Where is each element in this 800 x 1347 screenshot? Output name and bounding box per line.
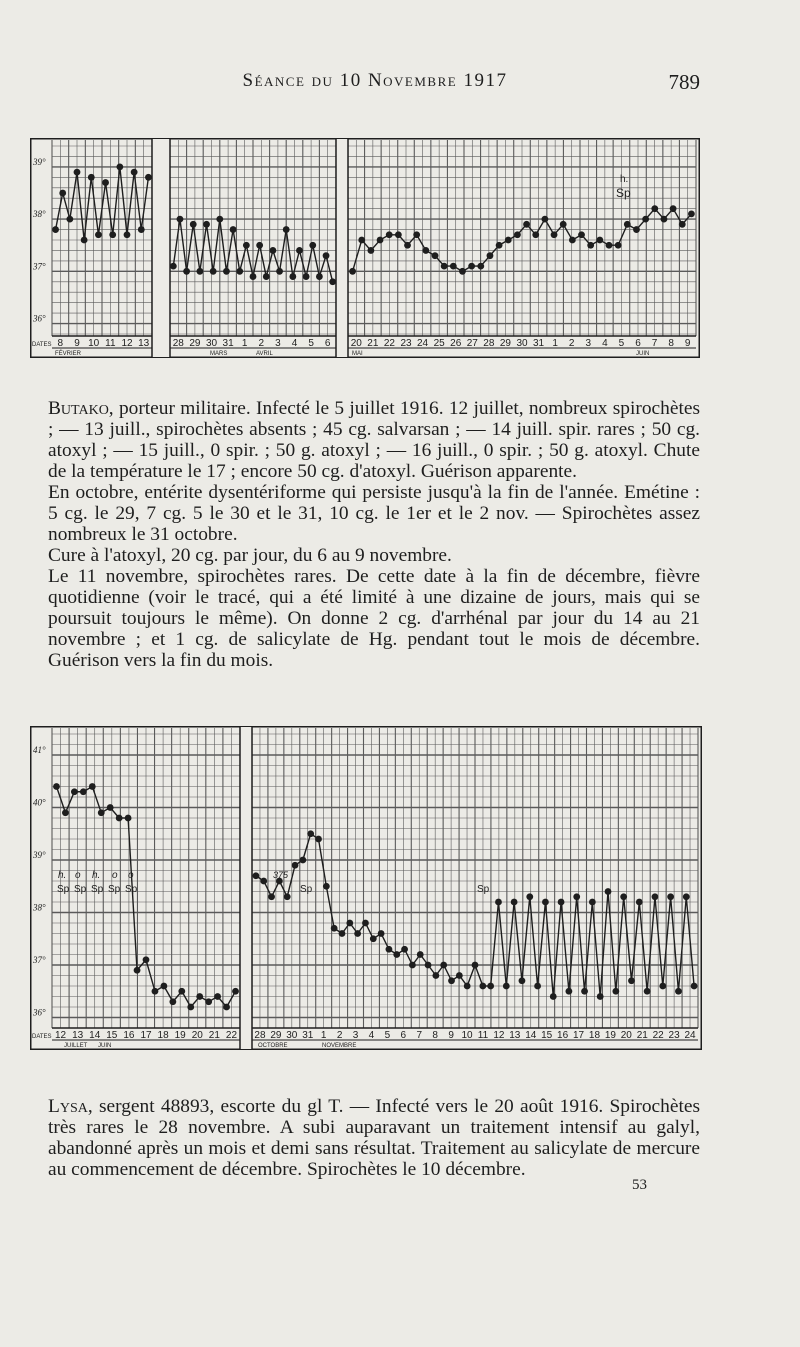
temperature-point [612, 988, 619, 995]
temperature-point [386, 231, 393, 238]
day-tick-label: 8 [432, 1030, 438, 1041]
temperature-point [661, 216, 668, 223]
temperature-point [401, 946, 408, 953]
temperature-point [138, 226, 145, 233]
day-tick-label: 6 [635, 338, 641, 349]
chart-annotation: Sp [300, 884, 313, 895]
temperature-point [362, 920, 369, 927]
paragraph-4: Le 11 novembre, spirochètes rares. De cette date à la fin de décembre, fièvre quotidienne (voir le tracé, qui a été limité à une dizaine de jours, mais qui se poursuit toujours le même). On donne 2 cg. d'arrhénal par jour du 14 au 21 novembre ; et 1 cg. de salicylate de Hg. pendant tout le mois de décembre. Guérison vers la fin du mois. [48, 566, 700, 671]
temperature-point [230, 226, 237, 233]
chart-annotation: Sp [477, 884, 490, 895]
chart-annotation: o [128, 870, 134, 881]
temperature-point [395, 231, 402, 238]
temperature-point [670, 205, 677, 212]
day-tick-label: 9 [684, 338, 691, 349]
temperature-point [116, 163, 123, 170]
chart-annotation: Sp [74, 884, 87, 895]
patient-name-butako: Butako, [48, 398, 114, 419]
day-tick-label: 18 [157, 1030, 169, 1041]
temperature-point [307, 830, 314, 837]
day-tick-label: 6 [324, 338, 331, 349]
day-tick-label: 8 [57, 338, 64, 349]
temperature-point [587, 242, 594, 249]
temperature-point [299, 857, 306, 864]
paragraph-3: Cure à l'atoxyl, 20 cg. par jour, du 6 au 9 novembre. [48, 545, 452, 566]
day-tick-label: 23 [400, 338, 412, 349]
day-tick-label: 16 [557, 1030, 569, 1041]
temperature-point [354, 930, 361, 937]
temperature-point [53, 783, 60, 790]
chart-annotation: Sp [108, 884, 121, 895]
chart-annotation: h. [92, 870, 101, 881]
y-tick-label: 36° [33, 313, 46, 324]
chart-annotation: o [75, 870, 81, 881]
day-tick-label: 6 [400, 1030, 407, 1041]
temperature-point [183, 268, 190, 275]
day-tick-label: 14 [525, 1030, 537, 1041]
panel-gap [240, 727, 252, 1049]
day-tick-label: 1 [320, 1030, 327, 1041]
y-tick-label: 38° [33, 209, 46, 220]
temperature-point [425, 962, 432, 969]
temperature-chart-lysa [30, 726, 702, 1050]
day-tick-label: 19 [174, 1030, 186, 1041]
temperature-point [256, 242, 263, 249]
day-tick-label: 21 [367, 338, 379, 349]
temperature-point [145, 174, 152, 181]
day-tick-label: 13 [72, 1030, 84, 1041]
day-tick-label: 28 [172, 338, 184, 349]
chart-svg [30, 726, 702, 1050]
day-tick-label: 1 [552, 338, 558, 349]
temperature-point [223, 268, 230, 275]
paragraph-2: En octobre, entérite dysentériforme qui persiste jusqu'à la fin de l'année. Emétine : 5 cg. le 29, 7 cg. 5 le 30 et le 31, 10 cg. le 1er et le 2 nov. — Spirochètes assez nombreux le 31 octobre. [48, 482, 700, 545]
temperature-point [487, 983, 494, 990]
temperature-point [393, 951, 400, 958]
day-tick-label: 30 [286, 1030, 298, 1041]
temperature-point [589, 899, 596, 906]
temperature-point [550, 993, 557, 1000]
day-tick-label: 28 [254, 1030, 266, 1041]
day-tick-label: 12 [493, 1030, 505, 1041]
day-tick-label: 4 [368, 1030, 375, 1041]
page-header [50, 70, 700, 100]
temperature-point [62, 809, 69, 816]
temperature-point [107, 804, 114, 811]
month-label: AVRIL [256, 351, 273, 357]
temperature-point [578, 231, 585, 238]
chart-annotation: Sp [125, 884, 138, 895]
month-label: OCTOBRE [258, 1043, 288, 1049]
temperature-point [289, 273, 296, 280]
temperature-point [296, 247, 303, 254]
chart-annotation: h. [620, 174, 629, 185]
day-tick-label: 30 [205, 338, 218, 349]
temperature-point [66, 216, 73, 223]
panel-gap [152, 139, 170, 357]
chart-annotation: Sp [91, 884, 104, 895]
temperature-point [125, 815, 132, 822]
day-tick-label: 31 [533, 338, 545, 349]
day-tick-label: 3 [585, 338, 592, 349]
day-tick-label: 31 [302, 1030, 314, 1041]
temperature-point [377, 237, 384, 244]
y-tick-label: 41° [33, 745, 46, 755]
chart-panel [348, 140, 696, 357]
temperature-point [565, 988, 572, 995]
page-number: 789 [668, 70, 700, 94]
temperature-point [526, 893, 533, 900]
temperature-point [116, 815, 123, 822]
temperature-point [615, 242, 622, 249]
temperature-point [558, 899, 565, 906]
dates-row-label: DATES [32, 342, 52, 348]
month-label: JUILLET [64, 1043, 88, 1049]
chart-panel [170, 140, 336, 357]
temperature-point [134, 967, 141, 974]
temperature-point [573, 893, 580, 900]
day-tick-label: 28 [483, 338, 495, 349]
month-label: MARS [210, 351, 228, 357]
temperature-point [253, 872, 260, 879]
temperature-point [169, 998, 176, 1005]
temperature-point [422, 247, 429, 254]
day-tick-label: 5 [308, 338, 314, 349]
day-tick-label: 16 [123, 1030, 135, 1041]
day-tick-label: 3 [352, 1030, 359, 1041]
day-tick-label: 11 [477, 1030, 489, 1041]
temperature-point [441, 263, 448, 270]
temperature-point [542, 899, 549, 906]
temperature-point [459, 268, 466, 275]
temperature-chart-butako [30, 138, 700, 358]
day-tick-label: 7 [651, 338, 658, 349]
temperature-point [109, 231, 116, 238]
month-label: NOVEMBRE [322, 1043, 357, 1049]
temperature-point [675, 988, 682, 995]
temperature-point [331, 925, 338, 932]
temperature-point [196, 993, 203, 1000]
temperature-point [496, 242, 503, 249]
day-tick-label: 20 [191, 1030, 203, 1041]
month-label: FÉVRIER [55, 351, 82, 357]
temperature-point [210, 268, 217, 275]
temperature-point [358, 237, 365, 244]
paragraph-1 [48, 398, 700, 482]
temperature-point [323, 883, 330, 890]
temperature-point [413, 231, 420, 238]
day-tick-label: 8 [668, 338, 674, 349]
day-tick-label: 25 [433, 338, 445, 349]
day-tick-label: 3 [275, 338, 281, 349]
temperature-point [71, 788, 78, 795]
temperature-point [124, 231, 131, 238]
chart-annotation: o [112, 870, 118, 881]
temperature-point [216, 216, 223, 223]
paragraph-5-body: sergent 48893, escorte du gl T. — Infecté vers le 20 août 1916. Spirochètes très rares le 28 novembre. A subi auparavant un traitement intensif au galyl, abandonné après un mois et demi sans résultat. Traitement au salicylate de mercure au commencement de décembre. Spirochètes le 10 décembre. [48, 1096, 700, 1180]
temperature-point [651, 205, 658, 212]
case-butako-text [48, 398, 700, 671]
temperature-point [417, 951, 424, 958]
day-tick-label: 4 [602, 338, 608, 349]
temperature-point [468, 263, 475, 270]
day-tick-label: 24 [684, 1030, 696, 1041]
temperature-point [349, 268, 356, 275]
day-tick-label: 24 [417, 338, 429, 349]
temperature-point [236, 268, 243, 275]
temperature-point [560, 221, 567, 228]
chart-panel [52, 140, 152, 357]
chart-annotation: 375 [273, 870, 289, 880]
temperature-point [450, 263, 457, 270]
temperature-point [667, 893, 674, 900]
temperature-point [276, 268, 283, 275]
temperature-point [519, 977, 526, 984]
day-tick-label: 5 [618, 338, 625, 349]
day-tick-label: 4 [291, 338, 298, 349]
temperature-point [404, 242, 411, 249]
temperature-point [479, 983, 486, 990]
temperature-point [456, 972, 463, 979]
day-tick-label: 10 [88, 338, 100, 349]
temperature-point [409, 962, 416, 969]
month-label: JUIN [98, 1043, 112, 1049]
chart-annotation: Sp [616, 186, 631, 200]
temperature-point [339, 930, 346, 937]
temperature-point [581, 988, 588, 995]
chart-panel [52, 728, 240, 1049]
temperature-point [534, 983, 541, 990]
day-tick-label: 23 [668, 1030, 680, 1041]
day-tick-label: 2 [258, 338, 265, 349]
temperature-point [196, 268, 203, 275]
temperature-point [223, 1004, 230, 1011]
temperature-point [606, 242, 613, 249]
temperature-point [636, 899, 643, 906]
temperature-point [541, 216, 548, 223]
day-tick-label: 14 [89, 1030, 101, 1041]
temperature-point [232, 988, 239, 995]
temperature-point [652, 893, 659, 900]
day-tick-label: 5 [384, 1030, 391, 1041]
temperature-point [523, 221, 530, 228]
temperature-point [386, 946, 393, 953]
temperature-point [243, 242, 250, 249]
temperature-point [303, 273, 310, 280]
temperature-point [323, 252, 330, 259]
temperature-point [88, 174, 95, 181]
day-tick-label: 19 [604, 1030, 616, 1041]
day-tick-label: 13 [509, 1030, 521, 1041]
chart-svg [30, 138, 700, 358]
y-tick-label: 40° [33, 797, 46, 808]
temperature-point [263, 273, 270, 280]
temperature-point [597, 993, 604, 1000]
temperature-point [683, 893, 690, 900]
case-lysa-text [48, 1096, 700, 1180]
paragraph-5 [48, 1096, 700, 1180]
temperature-point [152, 988, 159, 995]
day-tick-label: 20 [620, 1030, 632, 1041]
temperature-point [74, 169, 81, 176]
temperature-point [214, 993, 221, 1000]
temperature-point [283, 226, 290, 233]
y-tick-label: 37° [33, 261, 46, 272]
day-tick-label: 21 [208, 1030, 220, 1041]
temperature-point [190, 221, 197, 228]
temperature-point [346, 920, 353, 927]
day-tick-label: 15 [106, 1030, 118, 1041]
day-tick-label: 15 [541, 1030, 553, 1041]
day-tick-label: 1 [241, 338, 248, 349]
dates-row-label: DATES [32, 1034, 52, 1040]
temperature-point [143, 956, 150, 963]
day-tick-label: 9 [74, 338, 80, 349]
day-tick-label: 18 [588, 1030, 601, 1041]
temperature-point [378, 930, 385, 937]
y-tick-label: 39° [33, 850, 46, 860]
temperature-point [370, 935, 377, 942]
temperature-point [292, 862, 299, 869]
day-tick-label: 12 [54, 1030, 67, 1041]
temperature-point [284, 893, 291, 900]
running-title: Séance du 10 Novembre 1917 [242, 70, 508, 91]
temperature-point [315, 836, 322, 843]
temperature-point [642, 216, 649, 223]
temperature-point [161, 983, 168, 990]
temperature-point [131, 169, 138, 176]
temperature-point [633, 226, 640, 233]
temperature-point [495, 899, 502, 906]
temperature-point [432, 252, 439, 259]
temperature-point [487, 252, 494, 259]
y-tick-label: 36° [33, 1007, 46, 1018]
temperature-point [511, 899, 518, 906]
panel-gap [336, 139, 348, 357]
day-tick-label: 22 [652, 1030, 664, 1041]
paragraph-1-body: porteur militaire. Infecté le 5 juillet 1916. 12 juillet, nombreux spirochètes ; — 13 juill., spirochètes absents ; 45 cg. salvarsan ; — 14 juill. spir. rares ; 50 cg. atoxyl ; — 15 juill., 0 spir. ; 50 g. atoxyl ; — 16 juill., 0 spir. ; 50 g. atoxyl. Chute de la température le 17 ; encore 50 cg. d'atoxyl. Guérison apparente. [48, 398, 700, 482]
day-tick-label: 21 [636, 1030, 648, 1041]
temperature-point [95, 231, 102, 238]
day-tick-label: 10 [461, 1030, 473, 1041]
temperature-point [367, 247, 374, 254]
day-tick-label: 30 [516, 338, 528, 349]
temperature-point [98, 809, 105, 816]
day-tick-label: 22 [225, 1030, 238, 1041]
temperature-point [260, 878, 267, 885]
temperature-point [268, 893, 275, 900]
day-tick-label: 17 [572, 1030, 585, 1041]
chart-panel [252, 728, 698, 1049]
month-label: JUIN [636, 351, 650, 357]
temperature-point [659, 983, 666, 990]
temperature-point [187, 1004, 194, 1011]
temperature-point [203, 221, 210, 228]
day-tick-label: 29 [189, 338, 201, 349]
temperature-point [170, 263, 177, 270]
temperature-point [503, 983, 510, 990]
temperature-point [532, 231, 539, 238]
patient-name-lysa: Lysa, [48, 1096, 93, 1117]
temperature-point [691, 983, 698, 990]
day-tick-label: 20 [350, 338, 362, 349]
temperature-point [624, 221, 631, 228]
temperature-point [52, 226, 59, 233]
temperature-point [628, 977, 635, 984]
chart-annotation: h. [58, 870, 67, 881]
temperature-point [89, 783, 96, 790]
temperature-point [440, 962, 447, 969]
temperature-point [596, 237, 603, 244]
day-tick-label: 7 [416, 1030, 423, 1041]
temperature-point [432, 972, 439, 979]
temperature-point [620, 893, 627, 900]
temperature-point [270, 247, 277, 254]
temperature-point [309, 242, 316, 249]
temperature-point [505, 237, 512, 244]
temperature-point [178, 988, 185, 995]
temperature-point [250, 273, 257, 280]
temperature-point [177, 216, 184, 223]
temperature-point [605, 888, 612, 895]
day-tick-label: 9 [448, 1030, 454, 1041]
day-tick-label: 12 [121, 338, 133, 349]
y-tick-label: 39° [33, 156, 46, 167]
temperature-point [59, 190, 66, 197]
day-tick-label: 26 [450, 338, 462, 349]
temperature-point [514, 231, 521, 238]
day-tick-label: 13 [138, 338, 150, 349]
chart-annotation: Sp [57, 884, 70, 895]
temperature-point [679, 221, 686, 228]
day-tick-label: 2 [568, 338, 575, 349]
day-tick-label: 11 [105, 338, 116, 349]
day-tick-label: 17 [140, 1030, 152, 1041]
temperature-point [464, 983, 471, 990]
day-tick-label: 22 [383, 338, 395, 349]
temperature-point [329, 278, 336, 285]
temperature-point [551, 231, 558, 238]
temperature-point [205, 998, 212, 1005]
y-tick-label: 38° [33, 902, 46, 913]
temperature-point [448, 977, 455, 984]
temperature-point [472, 962, 479, 969]
temperature-point [644, 988, 651, 995]
day-tick-label: 29 [499, 338, 511, 349]
y-tick-label: 37° [33, 955, 46, 965]
day-tick-label: 29 [270, 1030, 282, 1041]
temperature-point [102, 179, 109, 186]
temperature-point [477, 263, 484, 270]
day-tick-label: 27 [466, 338, 478, 349]
day-tick-label: 2 [336, 1030, 343, 1041]
day-tick-label: 31 [222, 338, 234, 349]
printer-signature: 53 [632, 1177, 647, 1193]
temperature-point [569, 237, 576, 244]
temperature-point [316, 273, 323, 280]
temperature-point [688, 210, 695, 217]
month-label: MAI [352, 351, 363, 357]
temperature-point [81, 237, 88, 244]
temperature-point [80, 788, 87, 795]
